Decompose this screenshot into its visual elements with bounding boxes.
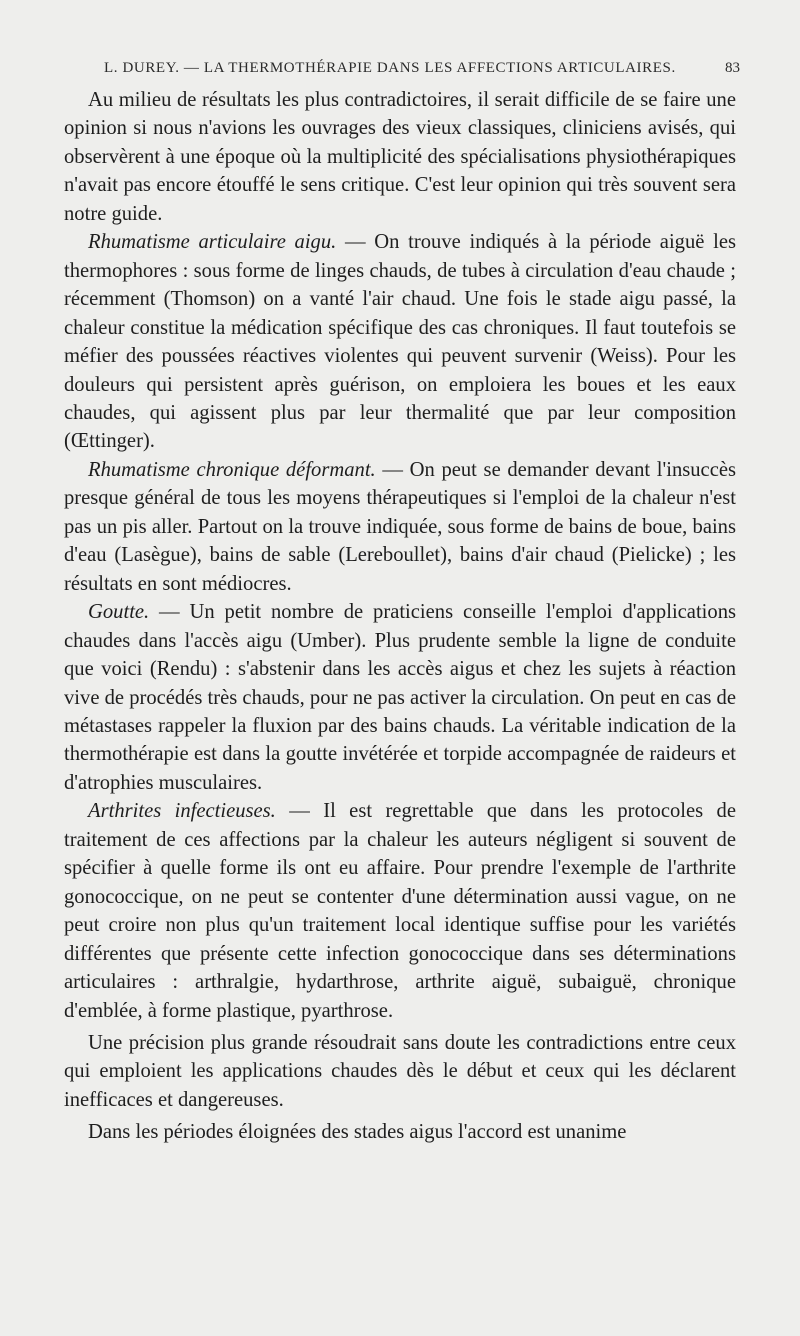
paragraph-text: — On trouve indiqués à la période aiguë les thermophores : sous forme de linges chauds, de tubes à circulation d'eau chaude ; récemment (Thomson) on a vanté l'air chaud. Une fois le stade aigu passé, la chaleur constitue la médication spécifique des cas chroniques. Il faut toutefois se méfier des poussées réactives violentes qui peuvent survenir (Weiss). Pour les douleurs qui persistent après guérison, on emploiera les boues et les eaux chaudes, qui agissent plus par leur thermalité que par leur composition (Œttinger). (64, 231, 736, 453)
paragraph-rhumatisme-chronique (64, 456, 736, 598)
paragraph-text: Au milieu de résultats les plus contradictoires, il serait difficile de se faire une opinion si nous n'avions les ouvrages des vieux classiques, cliniciens avisés, qui observèrent à une époque où la multiplicité des spécialisations physiothérapiques n'avait pas encore étouffé le sens critique. C'est leur opinion qui très souvent sera notre guide. (64, 89, 736, 225)
paragraph-arthrites (64, 797, 736, 1025)
paragraph-text: — Un petit nombre de praticiens conseille l'emploi d'applications chaudes dans l'accès aigu (Umber). Plus prudente semble la ligne de conduite que voici (Rendu) : s'abstenir dans les accès aigus et chez les sujets à réaction vive de procédés très chauds, pour ne pas activer la circulation. On peut en cas de métastases rappeler la fluxion par des bains chauds. La véritable indication de la thermothérapie est dans la goutte invétérée et torpide accompagnée de raideurs et d'atrophies musculaires. (64, 601, 736, 794)
paragraph-precision (64, 1029, 736, 1114)
paragraph-rhumatisme-aigu (64, 228, 736, 456)
section-heading-arthrites: Arthrites infectieuses. (88, 800, 276, 823)
running-header (104, 60, 740, 77)
paragraph-intro (64, 86, 736, 228)
section-heading-goutte: Goutte. (88, 601, 150, 624)
paragraph-text: — On peut se demander devant l'insuccès presque général de tous les moyens thérapeutiques si l'emploi de la chaleur n'est pas un pis aller. Partout on la trouve indiquée, sous forme de bains de boue, bains d'eau (Lasègue), bains de sable (Lereboullet), bains d'air chaud (Pielicke) ; les résultats en sont médiocres. (64, 458, 736, 595)
paragraph-text: Une précision plus grande résoudrait sans doute les contradictions entre ceux qui emploient les applications chaudes dès le début et ceux qui les déclarent inefficaces et dangereuses. (64, 1031, 736, 1111)
body-text (64, 86, 736, 1147)
page-number: 83 (725, 60, 740, 76)
paragraph-text: Dans les périodes éloignées des stades aigus l'accord est unanime (88, 1121, 627, 1144)
section-heading-rhumatisme-aigu: Rhumatisme articulaire aigu. (88, 231, 337, 254)
running-title: L. DUREY. — LA THERMOTHÉRAPIE DANS LES AFFECTIONS ARTICULAIRES. (104, 60, 676, 76)
section-heading-rhumatisme-chronique: Rhumatisme chronique déformant. (88, 458, 376, 481)
paragraph-text: — Il est regrettable que dans les protocoles de traitement de ces affections par la chaleur les auteurs négligent si souvent de spécifier à quelle forme ils ont eu affaire. Pour prendre l'exemple de l'arthrite gonococcique, on ne peut se contenter d'une détermination aussi vague, on ne peut croire non plus qu'un traitement local identique suffise pour les variétés différentes que présente cette infection gonococcique dans ses déterminations articulaires : arthralgie, hydarthrose, arthrite aiguë, subaiguë, chronique d'emblée, à forme plastique, pyarthrose. (64, 800, 736, 1022)
paragraph-goutte (64, 598, 736, 797)
paragraph-final (64, 1118, 736, 1146)
